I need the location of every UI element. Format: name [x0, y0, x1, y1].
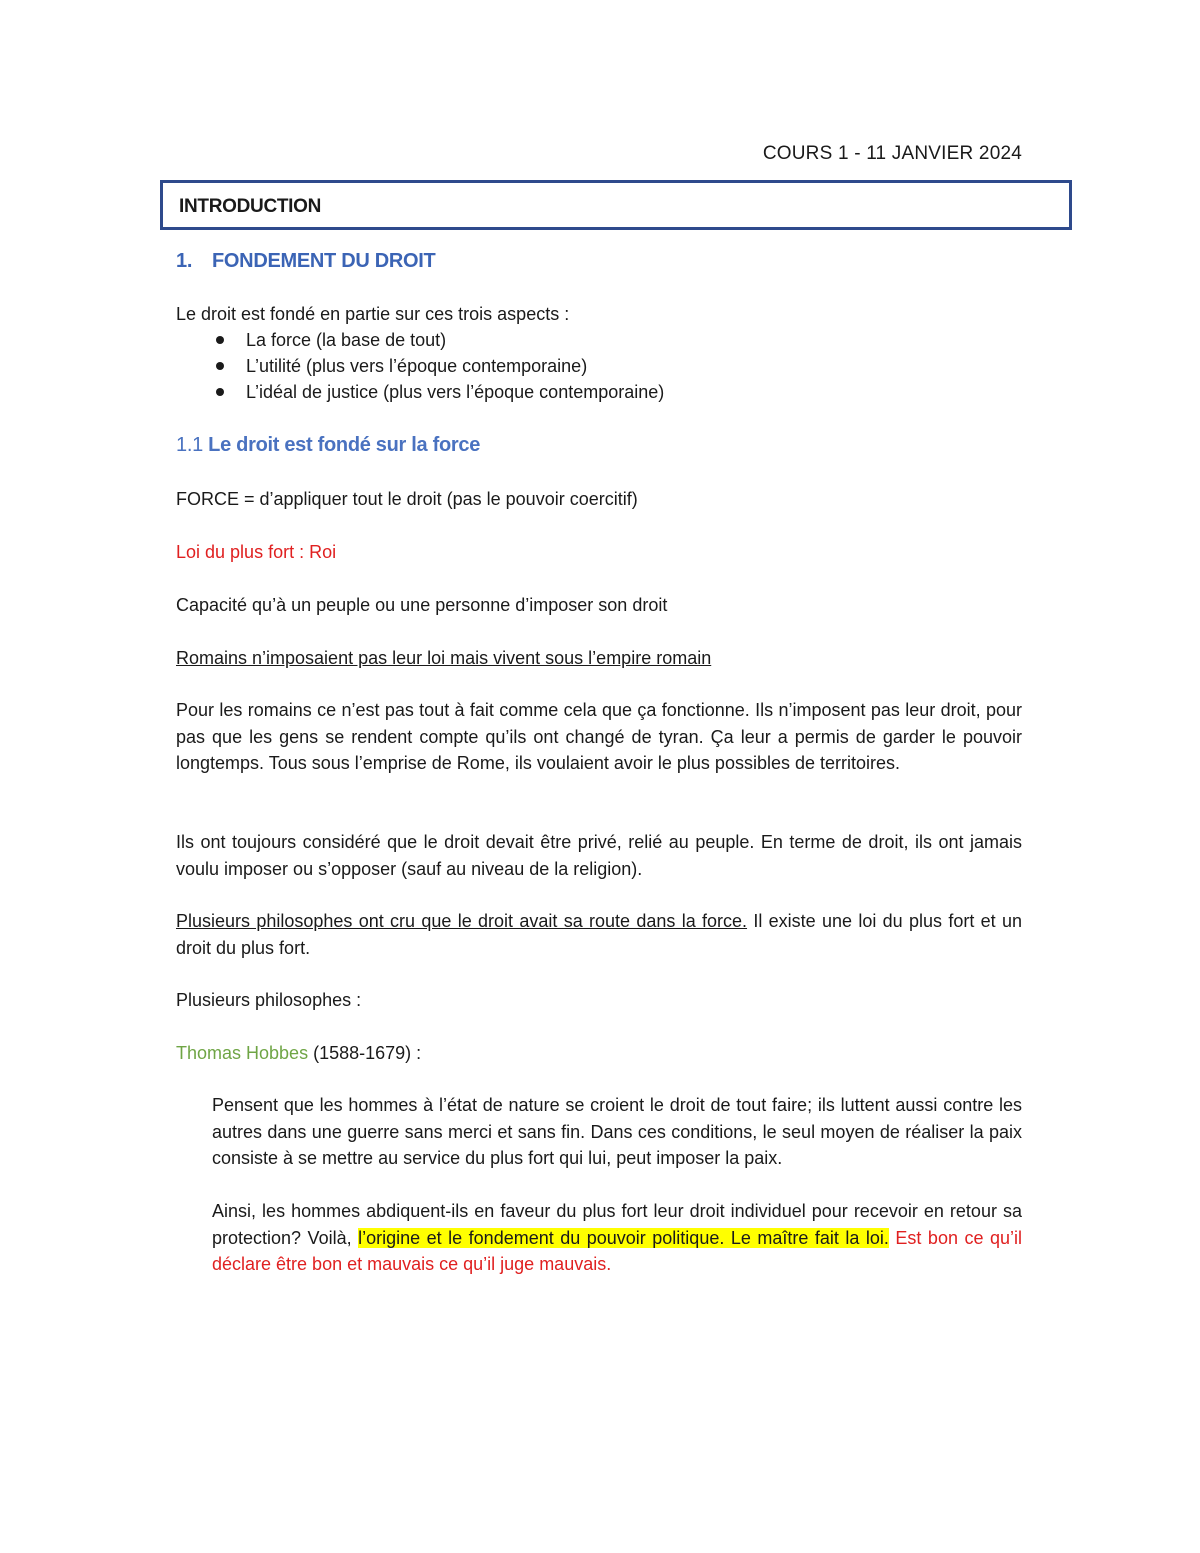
list-item: La force (la base de tout): [216, 327, 664, 353]
philosophes-label: Plusieurs philosophes :: [176, 990, 362, 1010]
hobbes-heading: [176, 1040, 421, 1066]
hobbes-p2-highlight: l’origine et le fondement du pouvoir politique. Le maître fait la loi.: [358, 1227, 889, 1248]
section-1-1-title: Le droit est fondé sur la force: [208, 434, 481, 456]
introduction-title: INTRODUCTION: [179, 196, 322, 217]
hobbes-paragraph-2: [212, 1198, 1022, 1278]
section-1-1-heading: [176, 432, 480, 458]
introduction-box: [160, 180, 1072, 230]
course-date-header: COURS 1 - 11 JANVIER 2024: [762, 143, 1022, 164]
section-1-1-number: 1.1: [176, 434, 203, 456]
section-1-title: FONDEMENT DU DROIT: [212, 250, 436, 272]
section-1-number: 1.: [176, 250, 193, 272]
romains-heading: Romains n’imposaient pas leur loi mais vivent sous l’empire romain: [176, 648, 712, 668]
hobbes-paragraph-1: Pensent que les hommes à l’état de nature se croient le droit de tout faire; ils luttent aussi contre les autres dans une guerre sans merci et sans fin. Dans ces conditions, le seul moyen de réaliser la paix consiste à se mettre au service du plus fort qui lui, peut imposer la paix.: [212, 1095, 1022, 1168]
force-definition: FORCE = d’appliquer tout le droit (pas le pouvoir coercitif): [176, 489, 638, 509]
hobbes-dates: (1588-1679) :: [308, 1043, 422, 1063]
paragraph-philosophes: [176, 908, 1022, 961]
aspects-bullet-list: [216, 327, 664, 405]
hobbes-p2-end: Est bon ce qu’il déclare être bon et mauvais ce qu’il juge mauvais.: [212, 1227, 1022, 1274]
bullet-icon: [216, 336, 224, 344]
loi-du-plus-fort: Loi du plus fort : Roi: [176, 542, 337, 562]
section-1-heading: [176, 248, 435, 274]
paragraph-droit-prive: Ils ont toujours considéré que le droit devait être privé, relié au peuple. En terme de droit, ils ont jamais voulu imposer ou s’opposer (sauf au niveau de la religion).: [176, 832, 1022, 879]
hobbes-name: Thomas Hobbes: [176, 1043, 309, 1063]
bullet-icon: [216, 362, 224, 370]
list-item: L’idéal de justice (plus vers l’époque contemporaine): [216, 379, 664, 405]
philosophes-rest: Il existe une loi du plus fort et un droit du plus fort.: [176, 911, 1022, 958]
section-1-lead: Le droit est fondé en partie sur ces trois aspects :: [176, 304, 570, 324]
paragraph-romains: Pour les romains ce n’est pas tout à fait comme cela que ça fonctionne. Ils n’imposent pas leur droit, pour pas que les gens se rendent compte qu’ils ont changé de tyran. Ça leur a permis de garder le pouvoir longtemps. Tous sous l’emprise de Rome, ils voulaient avoir le plus possibles de territoires.: [176, 700, 1022, 773]
list-item: L’utilité (plus vers l’époque contemporaine): [216, 353, 664, 379]
capacite-line: Capacité qu’à un peuple ou une personne d’imposer son droit: [176, 595, 668, 615]
philosophes-underlined: Plusieurs philosophes ont cru que le droit avait sa route dans la force.: [176, 911, 748, 931]
hobbes-p2-start: Ainsi, les hommes abdiquent-ils en faveur du plus fort leur droit individuel pour recevoir en retour sa protection? Voilà,: [212, 1201, 1022, 1248]
bullet-icon: [216, 388, 224, 396]
